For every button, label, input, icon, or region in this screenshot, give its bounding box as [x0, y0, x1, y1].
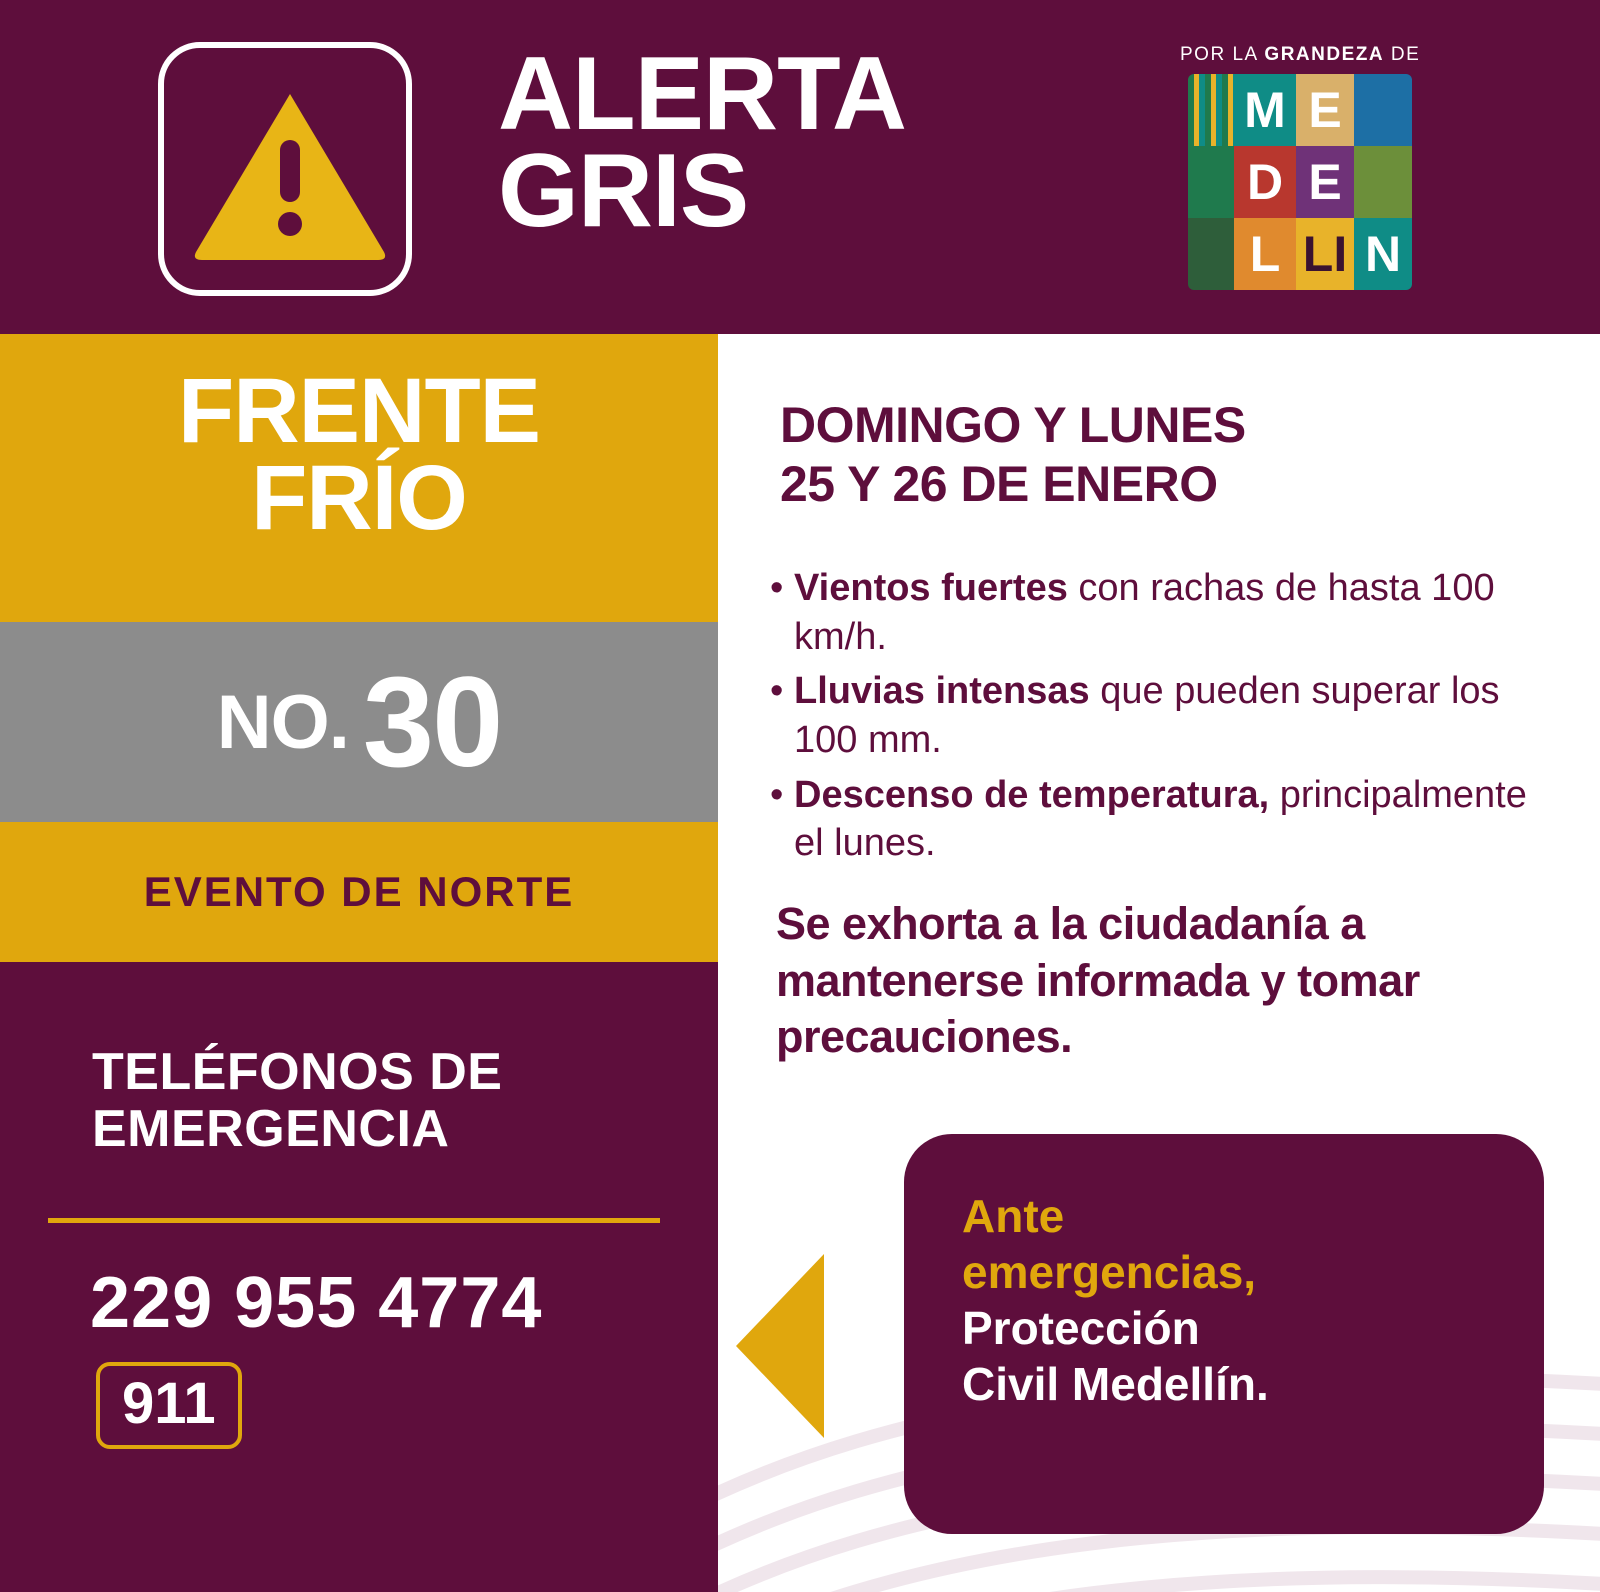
front-number-value: 30	[362, 650, 502, 794]
frente-line-2: FRÍO	[251, 447, 467, 550]
logo-tile-blank3	[1354, 146, 1412, 218]
front-number-label: NO.	[216, 679, 349, 765]
front-number-band	[0, 622, 718, 822]
callout-white-line2: Civil Medellín.	[962, 1358, 1269, 1411]
frente-frio-title	[0, 360, 718, 550]
logo-tile-blank2	[1188, 146, 1234, 218]
right-column	[718, 334, 1600, 1592]
emergency-phones-title-line1: TELÉFONOS DE	[92, 1043, 503, 1101]
emergency-phone-911[interactable]: 911	[96, 1362, 242, 1449]
condition-bold: Descenso de temperatura,	[794, 773, 1270, 816]
warning-triangle-icon	[192, 88, 388, 260]
condition-bold: Vientos fuertes	[794, 567, 1068, 609]
event-dates	[780, 396, 1560, 514]
evento-band	[0, 822, 718, 962]
logo-tile-m: M	[1234, 74, 1296, 146]
condition-rest: que pueden superar los 100 mm.	[794, 670, 1500, 761]
logo-tile-blank1	[1354, 74, 1412, 146]
logo-tile-n: N	[1354, 218, 1412, 290]
logo-tagline	[1180, 44, 1420, 66]
logo-tagline-bold: GRANDEZA	[1264, 44, 1385, 65]
alert-title-line2: GRIS	[498, 132, 749, 249]
advisory-text: Se exhorta a la ciudadanía a mantenerse informada y tomar precauciones.	[776, 898, 1420, 1063]
warning-icon-frame	[158, 42, 412, 296]
emergency-callout	[904, 1134, 1544, 1534]
logo-tile-li: LI	[1296, 218, 1354, 290]
logo-tile-e2: E	[1296, 146, 1354, 218]
emergency-phones-title-line2: EMERGENCIA	[92, 1100, 450, 1159]
condition-rest: principalmente el lunes.	[794, 773, 1527, 865]
emergency-phones-title	[92, 1044, 672, 1158]
left-column	[0, 334, 718, 1592]
emergency-phone-number[interactable]: 229 955 4774	[90, 1263, 543, 1343]
logo-tile-d: D	[1234, 146, 1296, 218]
emergency-phones-panel	[0, 962, 718, 1592]
logo-tile-l: L	[1234, 218, 1296, 290]
condition-rest: con rachas de hasta 100 km/h.	[794, 567, 1495, 658]
list-item	[766, 771, 1566, 868]
logo-tile-e: E	[1296, 74, 1354, 146]
list-item	[766, 564, 1566, 661]
logo-tile-stripes	[1188, 74, 1234, 146]
event-dates-line1: DOMINGO Y LUNES	[780, 397, 1246, 453]
callout-highlight-line2: emergencias,	[962, 1246, 1257, 1299]
logo-mosaic	[1188, 74, 1412, 290]
alert-title	[498, 36, 907, 249]
callout-white-line1: Protección	[962, 1302, 1200, 1355]
condition-bold: Lluvias intensas	[794, 670, 1090, 713]
callout-highlight-line1: Ante	[962, 1190, 1065, 1242]
logo-tile-blank4	[1188, 218, 1234, 290]
conditions-list	[766, 564, 1566, 874]
divider	[48, 1218, 660, 1223]
arrow-left-icon	[736, 1254, 824, 1438]
logo-tagline-pre: POR LA	[1180, 44, 1265, 65]
evento-label: EVENTO DE NORTE	[143, 868, 575, 915]
alert-title-line1: ALERTA	[498, 36, 907, 152]
poster-header	[0, 0, 1600, 334]
event-dates-line2: 25 Y 26 DE ENERO	[780, 456, 1218, 512]
emergency-callout-text	[962, 1188, 1482, 1412]
frente-frio-band	[0, 334, 718, 622]
list-item	[766, 667, 1566, 764]
logo-tagline-post: DE	[1384, 44, 1421, 65]
frente-line-1: FRENTE	[178, 360, 540, 462]
medellin-logo	[1180, 44, 1420, 290]
